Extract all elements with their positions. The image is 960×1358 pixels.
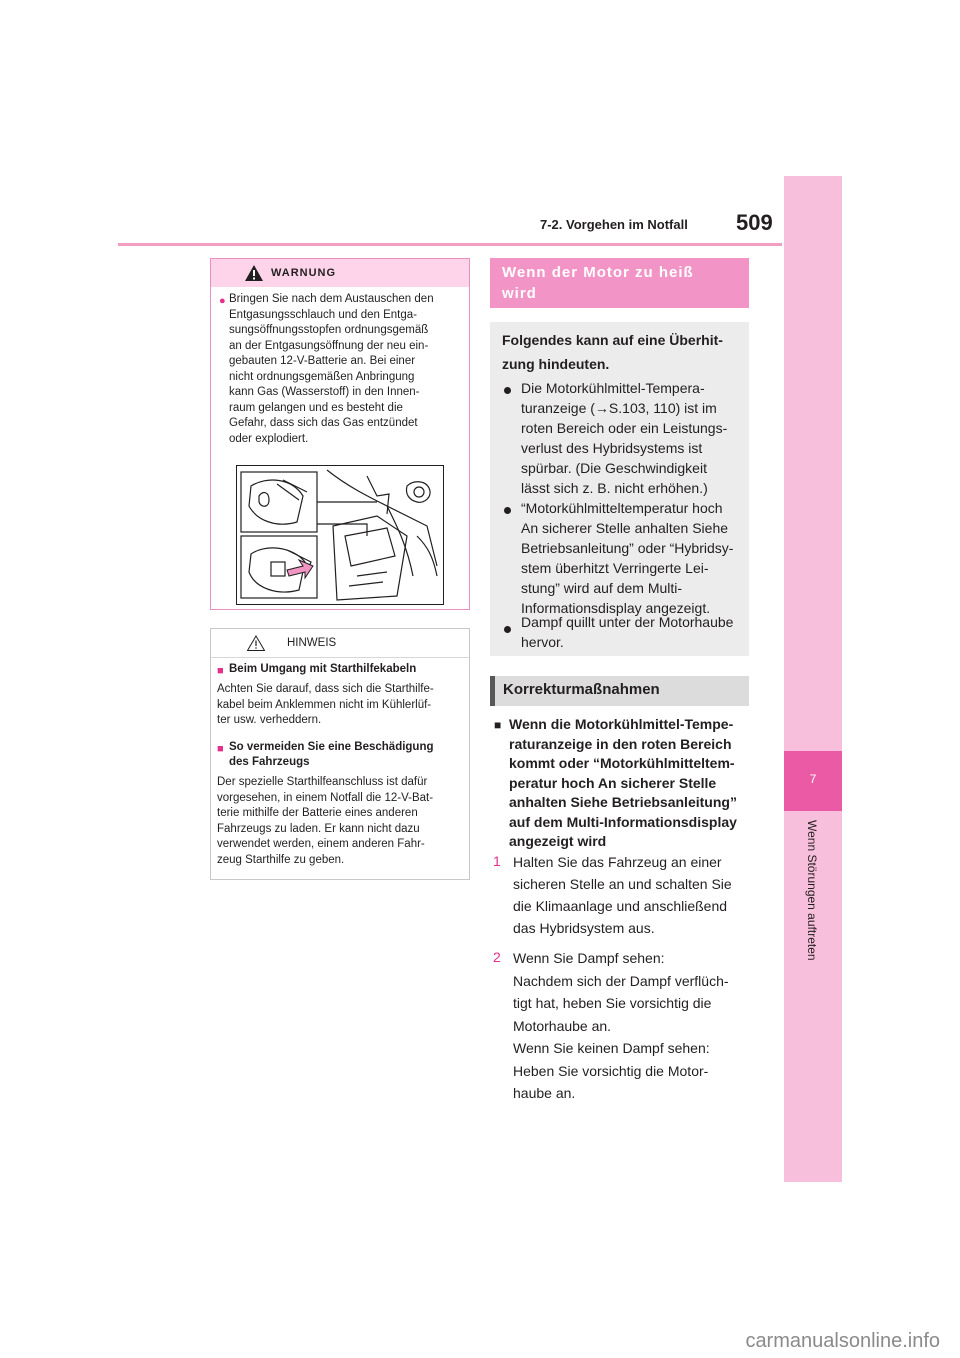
note-paragraph-1: Achten Sie darauf, dass sich die Starthilfe- kabel beim Anklemmen nicht im Kühlerlüf- ter usw. verheddern. xyxy=(217,683,434,726)
overheat-signs-box xyxy=(490,322,749,656)
header-divider xyxy=(118,243,782,246)
subheading-square-icon: ■ xyxy=(494,718,502,732)
section-overheat-title: Wenn der Motor zu heiß wird xyxy=(502,264,694,302)
caution-triangle-icon xyxy=(247,635,265,651)
step-1-text: Halten Sie das Fahrzeug an einer sicheren Stelle an und schalten Sie die Klimaanlage und anschließend das Hybridsystem aus. xyxy=(513,854,732,936)
warning-text: Bringen Sie nach dem Austauschen den Entgasungsschlauch und den Entga- sungsöffnungsstopfen ordnungsgemäß an der Entgasungsöffnung der neu ein- gebauten 12-V-Batterie an. Bei einer nicht ordnungsgemäßen Anbringung kann Gas (Wasserstoff) in den Innen- raum gelangen und es besteht die Gefahr, dass sich das Gas entzündet oder explodiert. xyxy=(229,293,434,445)
chapter-title: 7-2. Vorgehen im Notfall xyxy=(540,217,688,232)
warning-triangle-icon xyxy=(245,265,263,281)
bullet-dot-icon xyxy=(504,507,511,514)
overheat-sign-2: “Motorkühlmitteltemperatur hoch An sicherer Stelle anhalten Siehe Betriebsanleitung” oder “Hybridsy- stem überhitzt Verringerte Lei- stung” wird auf dem Multi- Informationsdisplay angezeigt. xyxy=(521,500,734,616)
note-square-icon: ■ xyxy=(217,743,224,755)
bullet-dot-icon xyxy=(504,626,511,633)
chapter-number: 7 xyxy=(809,772,817,786)
measures-subheading: Wenn die Motorkühlmittel-Tempe- raturanzeige in den roten Bereich kommt oder “Motorkühlmitteltem- peratur hoch An sicherer Stelle anhalten Siehe Betriebsanleitung” auf dem Multi-Informationsdisplay angezeigt wird xyxy=(509,716,737,849)
warning-bullet-icon: ● xyxy=(219,295,226,307)
bullet-dot-icon xyxy=(504,387,511,394)
engine-bay-drawing xyxy=(237,466,443,604)
overheat-sign-3: Dampf quillt unter der Motorhaube hervor. xyxy=(521,614,734,650)
step-2-text: Wenn Sie Dampf sehen: Nachdem sich der Dampf verflüch- tigt hat, heben Sie vorsichtig die Motorhaube an. Wenn Sie keinen Dampf sehen: Heben Sie vorsichtig die Motor- haube an. xyxy=(513,950,729,1101)
note-box xyxy=(210,628,470,880)
overheat-sign-1: Die Motorkühlmittel-Tempera- turanzeige (→S.103, 110) ist im roten Bereich oder ein Leistungs- verlust des Hybridsystems ist spürbar. (Die Geschwindigkeit lässt sich z. B. nicht erhöhen.) xyxy=(521,380,728,496)
step-number-2: 2 xyxy=(493,949,501,965)
step-number-1: 1 xyxy=(493,853,501,869)
note-title: HINWEIS xyxy=(287,637,337,649)
overheat-intro: Folgendes kann auf eine Überhit- zung hindeuten. xyxy=(502,332,723,372)
chapter-side-tab xyxy=(784,176,842,1182)
section-measures-title: Korrekturmaßnahmen xyxy=(503,681,660,698)
note-heading-2: So vermeiden Sie eine Beschädigung des Fahrzeugs xyxy=(229,741,434,768)
note-paragraph-2: Der spezielle Starthilfeanschluss ist dafür vorgesehen, in einem Notfall die 12-V-Bat- terie mithilfe der Batterie eines anderen Fahrzeugs zu laden. Er kann nicht dazu verwendet werden, einem anderen Fahr- zeug Starthilfe zu geben. xyxy=(217,776,434,866)
battery-vent-illustration xyxy=(236,465,444,605)
warning-title: WARNUNG xyxy=(271,267,337,279)
note-square-icon: ■ xyxy=(217,665,224,677)
note-heading-1: Beim Umgang mit Starthilfekabeln xyxy=(229,663,417,675)
chapter-name: Wenn Störungen auftreten xyxy=(805,820,819,961)
page-number: 509 xyxy=(736,210,773,235)
watermark: carmanualsonline.info xyxy=(745,1330,940,1352)
warning-box xyxy=(210,258,470,610)
